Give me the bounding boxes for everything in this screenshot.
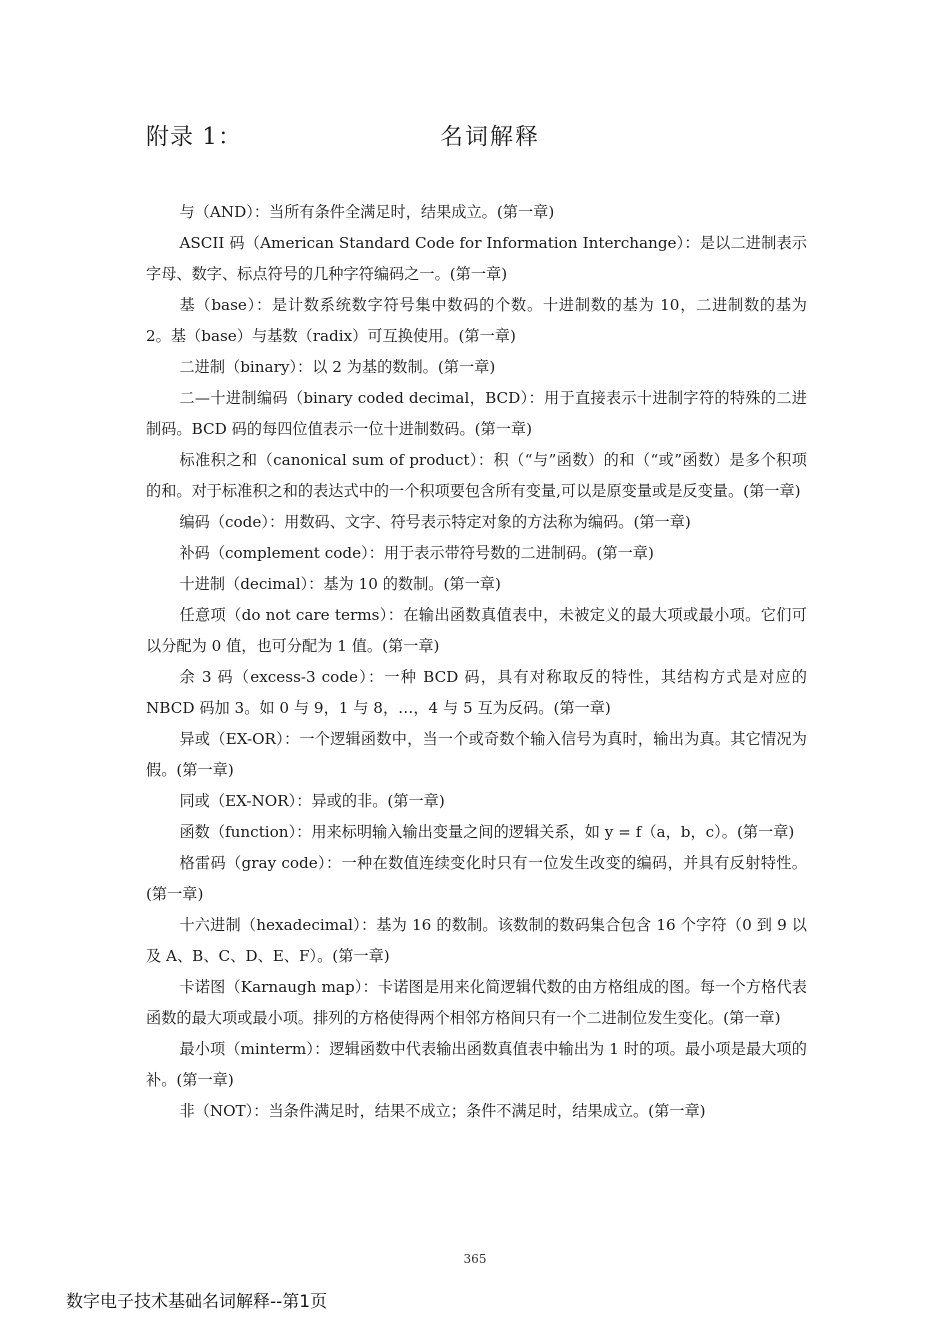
glossary-entry-gray-code: 格雷码（gray code）：一种在数值连续变化时只有一位发生改变的编码，并具有反射特性。(第一章) <box>146 854 807 903</box>
glossary-entry-complement-code: 补码（complement code）：用于表示带符号数的二进制码。(第一章) <box>179 544 654 562</box>
glossary-entry-not: 非（NOT）：当条件满足时，结果不成立；条件不满足时，结果成立。(第一章) <box>179 1102 706 1120</box>
page-number: 365 <box>463 1252 487 1266</box>
glossary-entry-bcd: 二—十进制编码（binary coded decimal，BCD）：用于直接表示十进制字符的特殊的二进制码。BCD 码的每四位值表示一位十进制数码。(第一章) <box>146 389 807 438</box>
glossary-entry-canonical-sop: 标准积之和（canonical sum of product）：积（“与”函数）的和（“或”函数）是多个积项的和。对于标准积之和的表达式中的一个积项要包含所有变量,可以是原变量或是反变量。(第一章) <box>146 451 807 500</box>
glossary-entry-binary: 二进制（binary）：以 2 为基的数制。(第一章) <box>179 358 496 376</box>
glossary-entry-function: 函数（function）：用来标明输入输出变量之间的逻辑关系，如 y = f（a，b，c）。(第一章) <box>179 823 795 841</box>
glossary-entry-karnaugh-map: 卡诺图（Karnaugh map）：卡诺图是用来化简逻辑代数的由方格组成的图。每一个方格代表函数的最大项或最小项。排列的方格使得两个相邻方格间只有一个二进制位发生变化。(第一章) <box>146 978 807 1027</box>
glossary-entry-and: 与（AND）：当所有条件全满足时，结果成立。(第一章) <box>179 203 555 221</box>
glossary-entry-hexadecimal: 十六进制（hexadecimal）：基为 16 的数制。该数制的数码集合包含 16 个字符（0 到 9 以及 A、B、C、D、E、F）。(第一章) <box>146 916 807 965</box>
glossary-entry-code: 编码（code）：用数码、文字、符号表示特定对象的方法称为编码。(第一章) <box>179 513 691 531</box>
glossary-entry-dont-care: 任意项（do not care terms）：在输出函数真值表中，未被定义的最大项或最小项。它们可以分配为 0 值，也可分配为 1 值。(第一章) <box>146 606 807 655</box>
glossary-entry-base: 基（base）：是计数系统数字符号集中数码的个数。十进制数的基为 10，二进制数的基为 2。基（base）与基数（radix）可互换使用。(第一章) <box>146 296 807 345</box>
page-heading <box>146 118 806 154</box>
glossary-entry-decimal: 十进制（decimal）：基为 10 的数制。(第一章) <box>179 575 501 593</box>
page-title: 名词解释 <box>440 124 540 150</box>
glossary-list <box>146 197 807 1127</box>
footer-caption: 数字电子技术基础名词解释--第1页 <box>66 1292 328 1312</box>
glossary-entry-ex-nor: 同或（EX-NOR）：异或的非。(第一章) <box>179 792 445 810</box>
glossary-entry-minterm: 最小项（minterm）：逻辑函数中代表输出函数真值表中输出为 1 时的项。最小项是最大项的补。(第一章) <box>146 1040 807 1089</box>
appendix-label: 附录 1： <box>146 124 242 150</box>
glossary-entry-ascii: ASCII 码（American Standard Code for Information Interchange）：是以二进制表示字母、数字、标点符号的几种字符编码之一。(第一章) <box>146 234 807 283</box>
glossary-entry-ex-or: 异或（EX-OR）：一个逻辑函数中，当一个或奇数个输入信号为真时，输出为真。其它情况为假。(第一章) <box>146 730 807 779</box>
glossary-entry-excess-3: 余 3 码（excess-3 code）：一种 BCD 码，具有对称取反的特性，其结构方式是对应的 NBCD 码加 3。如 0 与 9，1 与 8，…，4 与 5 互为反码。(第一章) <box>146 668 807 717</box>
